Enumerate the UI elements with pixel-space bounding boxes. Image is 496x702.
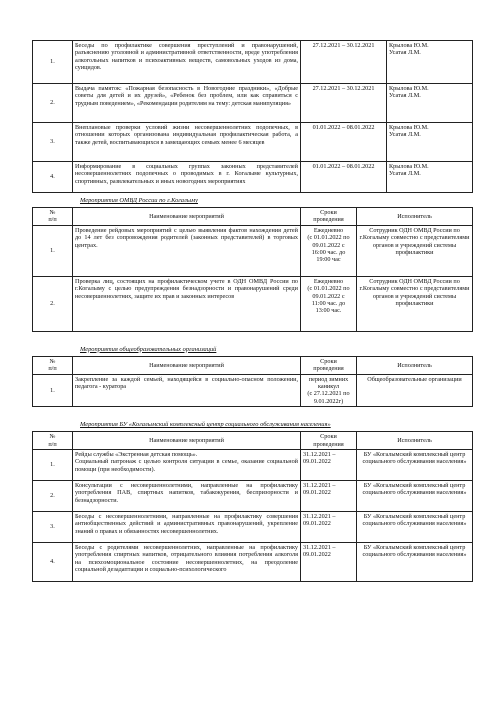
row-number: 2.: [33, 276, 73, 331]
header-executor: Исполнитель: [357, 432, 473, 450]
activity-executor: Крылова Ю.М. Усатая Л.М.: [387, 84, 473, 123]
table-row: [33, 225, 473, 276]
row-number: 3.: [33, 123, 73, 162]
table-row: [33, 450, 473, 481]
table-row: [33, 41, 473, 84]
activity-description: Выдача памяток: «Пожарная безопасность в Новогодние праздники», «Добрые советы для детей и их друзей», «Ребенок без проблем, или как справиться с трудным поведением», «Рекомендации родителям на тему: детская манипуляция»: [73, 84, 301, 123]
activity-dates: 31.12.2021 – 09.01.2022: [301, 450, 357, 481]
row-number: 2.: [33, 84, 73, 123]
header-dates: Сроки проведения: [301, 432, 357, 450]
table-row: [33, 123, 473, 162]
table-omvd: [32, 207, 473, 332]
activity-executor: Сотрудник ОДН ОМВД России по г.Когалыму совместно с представителями органов и учреждений системы профилактики: [357, 276, 473, 331]
row-number: 1.: [33, 41, 73, 84]
activity-executor: БУ «Когалымский комплексный центр социального обслуживания населения»: [357, 450, 473, 481]
activity-description: Консультации с несовершеннолетними, направленные на профилактику употребления ПАВ, спиртных напитков, табакокурения, беспризорности и безнадзорности.: [73, 481, 301, 512]
activity-description: Проведение рейдовых мероприятий с целью выявления фактов нахождения детей до 14 лет без сопровождения родителей (законных представителей) в торговых центрах.: [73, 225, 301, 276]
activity-executor: Общеобразовательные организации: [357, 374, 473, 407]
header-executor: Исполнитель: [357, 208, 473, 226]
row-number: 1.: [33, 450, 73, 481]
row-number: 2.: [33, 481, 73, 512]
activity-description: Внеплановые проверки условий жизни несовершеннолетних подопечных, в отношении которых организована индивидуальная профилактическая работа, а также детей, воспитывающихся в замещающих семьях менее 6 месяцев: [73, 123, 301, 162]
section-title-omvd: Мероприятия ОМВД России по г.Когалыму: [80, 197, 198, 204]
header-num: № п/п: [33, 432, 73, 450]
header-num: № п/п: [33, 208, 73, 226]
activity-description: Рейды службы «Экстренная детская помощь». Социальный патронаж с целью контроля ситуации в семье, оказание социальной помощи (при необходимости).: [73, 450, 301, 481]
activity-dates: 27.12.2021 – 30.12.2021: [301, 84, 387, 123]
activity-executor: Сотрудник ОДН ОМВД России по г.Когалыму совместно с представителями органов и учреждений системы профилактики: [357, 225, 473, 276]
activity-dates: Ежедневно (с 01.01.2022 по 09.01.2022 с 11:00 час. до 13:00 час.: [301, 276, 357, 331]
table-row: [33, 84, 473, 123]
activity-description: Закрепление за каждой семьей, находящейся в социально-опасном положении, педагога - куратора: [73, 374, 301, 407]
activity-dates: 01.01.2022 – 08.01.2022: [301, 123, 387, 162]
section-title-schools: Мероприятия общеобразовательных организаций: [80, 345, 217, 353]
table-schools: [32, 356, 473, 407]
row-number: 4.: [33, 543, 73, 582]
table-row: [33, 276, 473, 331]
activity-dates: 31.12.2021 – 09.01.2022: [301, 543, 357, 582]
header-dates: Сроки проведения: [301, 208, 357, 226]
header-name: Наименование мероприятий: [73, 208, 301, 226]
activity-executor: БУ «Когалымский комплексный центр социального обслуживания населения»: [357, 543, 473, 582]
table-row: [33, 162, 473, 193]
row-number: 3.: [33, 512, 73, 543]
activity-executor: Крылова Ю.М. Усатая Л.М.: [387, 41, 473, 84]
document-page: [32, 40, 472, 582]
header-dates: Сроки проведения: [301, 356, 357, 374]
activity-dates: 27.12.2021 – 30.12.2021: [301, 41, 387, 84]
activity-executor: Крылова Ю.М. Усатая Л.М.: [387, 123, 473, 162]
activity-dates: период зимних каникул (с 27.12.2021 по 9.01.2022г): [301, 374, 357, 407]
header-name: Наименование мероприятий: [73, 356, 301, 374]
activity-dates: 31.12.2021 – 09.01.2022: [301, 481, 357, 512]
table-guardianship: [32, 40, 473, 193]
table-row: [33, 374, 473, 407]
header-num: № п/п: [33, 356, 73, 374]
activity-executor: БУ «Когалымский комплексный центр социального обслуживания населения»: [357, 481, 473, 512]
activity-description: Беседы с родителями несовершеннолетних, направленные на профилактику употребления спиртных напитков, отрицательного влияния потребления алкоголя на психоэмоциональное состояние несовершеннолетних, на преодоление социальной дезадаптации и социально-психологического: [73, 543, 301, 582]
table-row: [33, 512, 473, 543]
header-executor: Исполнитель: [357, 356, 473, 374]
activity-description: Беседы по профилактике совершения преступлений и правонарушений, разъяснению уголовной и административной ответственности, вреде употребления алкогольных напитков и психоактивных веществ, самовольных уходов из дома, суицидов.: [73, 41, 301, 84]
row-number: 1.: [33, 225, 73, 276]
header-name: Наименование мероприятий: [73, 432, 301, 450]
section-title-social-center: Мероприятия БУ «Когалымский комплексный центр социального обслуживания населения»: [80, 421, 331, 429]
activity-dates: 31.12.2021 – 09.01.2022: [301, 512, 357, 543]
activity-description: Проверка лиц, состоящих на профилактическом учете в ОДН ОМВД России по г.Когалыму с целью предупреждения безнадзорности и правонарушений среди несовершеннолетних, защите их прав и законных интересов: [73, 276, 301, 331]
activity-description: Информирование в социальных группах законных представителей несовершеннолетних подопечных о проводимых в г. Когалыме культурных, спортивных, развлекательных и иных новогодних мероприятиях: [73, 162, 301, 193]
table-row: [33, 543, 473, 582]
row-number: 1.: [33, 374, 73, 407]
activity-description: Беседы с несовершеннолетними, направленные на профилактику совершения антиобщественных действий и административных правонарушений, укрепление знаний о правах и обязанностях несовершеннолетних.: [73, 512, 301, 543]
table-social-center: [32, 431, 473, 582]
activity-executor: БУ «Когалымский комплексный центр социального обслуживания населения»: [357, 512, 473, 543]
activity-executor: Крылова Ю.М. Усатая Л.М.: [387, 162, 473, 193]
row-number: 4.: [33, 162, 73, 193]
activity-dates: Ежедневно (с 01.01.2022 по 09.01.2022 с 16:00 час. до 19:00 час: [301, 225, 357, 276]
activity-dates: 01.01.2022 – 08.01.2022: [301, 162, 387, 193]
table-row: [33, 481, 473, 512]
